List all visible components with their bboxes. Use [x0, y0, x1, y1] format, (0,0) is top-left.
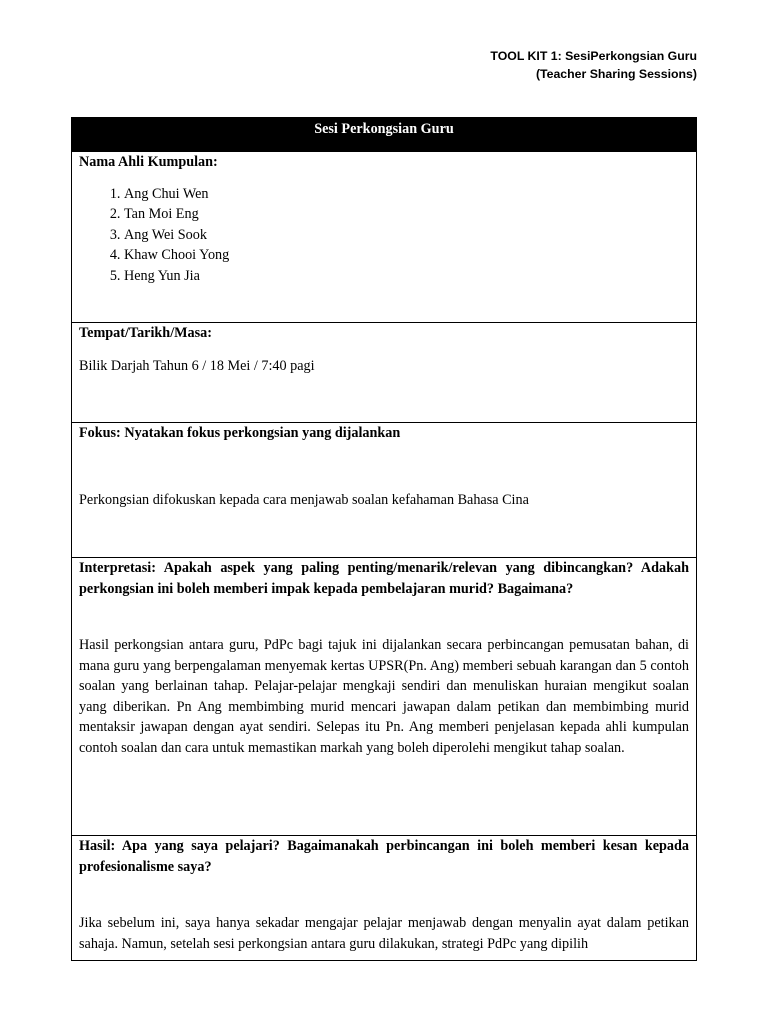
list-item: 3. Ang Wei Sook: [124, 225, 689, 246]
form-title: Sesi Perkongsian Guru: [72, 118, 697, 152]
toolkit-heading: [490, 47, 697, 83]
list-item: 2. Tan Moi Eng: [124, 204, 689, 225]
interpretation-section: [72, 558, 697, 836]
list-item: 1. Ang Chui Wen: [124, 184, 689, 205]
list-item: 5. Heng Yun Jia: [124, 266, 689, 287]
toolkit-subtitle: (Teacher Sharing Sessions): [535, 67, 697, 81]
result-section: [72, 836, 697, 961]
focus-value: Perkongsian difokuskan kepada cara menjawab soalan kefahaman Bahasa Cina: [79, 491, 529, 508]
place-section: [72, 323, 697, 423]
result-value: Jika sebelum ini, saya hanya sekadar mengajar pelajar menjawab dengan menyalin ayat dalam petikan sahaja. Namun, setelah sesi perkongsian antara guru dilakukan, strategi PdPc yang dipilih: [79, 915, 689, 952]
toolkit-title: TOOL KIT 1: SesiPerkongsian Guru: [490, 49, 697, 63]
result-label: Hasil: Apa yang saya pelajari? Bagaimanakah perbincangan ini boleh memberi kesan kepada profesionalisme saya?: [79, 838, 689, 875]
place-value: Bilik Darjah Tahun 6 / 18 Mei / 7:40 pagi: [79, 357, 315, 374]
focus-label: Fokus: Nyatakan fokus perkongsian yang dijalankan: [79, 425, 401, 441]
members-label: Nama Ahli Kumpulan:: [79, 154, 218, 170]
focus-section: [72, 423, 697, 558]
interpretation-value: Hasil perkongsian antara guru, PdPc bagi tajuk ini dijalankan secara perbincangan pemusatan bahan, di mana guru yang berpengalaman menyemak kertas UPSR(Pn. Ang) memberi sebuah karangan dan 5 contoh soalan yang berlainan tahap. Pelajar-pelajar mengkaji sendiri dan menuliskan huraian mengikut soalan yang diberikan. Pn Ang membimbing murid mencari jawapan dalam petikan dan membimbing murid mentaksir jawapan dengan ayat sendiri. Selepas itu Pn. Ang memberi penjelasan kepada ahli kumpulan contoh soalan dan cara untuk memastikan markah yang boleh diperolehi mengikut tahap soalan.: [79, 637, 689, 756]
interpretation-label: Interpretasi: Apakah aspek yang paling penting/menarik/relevan yang dibincangkan? Adakah perkongsian ini boleh memberi impak kepada pembelajaran murid? Bagaimana?: [79, 560, 689, 597]
members-list: [79, 184, 689, 287]
sharing-session-form: [71, 117, 697, 961]
list-item: 4. Khaw Chooi Yong: [124, 245, 689, 266]
members-section: [72, 152, 697, 323]
place-label: Tempat/Tarikh/Masa:: [79, 325, 212, 341]
